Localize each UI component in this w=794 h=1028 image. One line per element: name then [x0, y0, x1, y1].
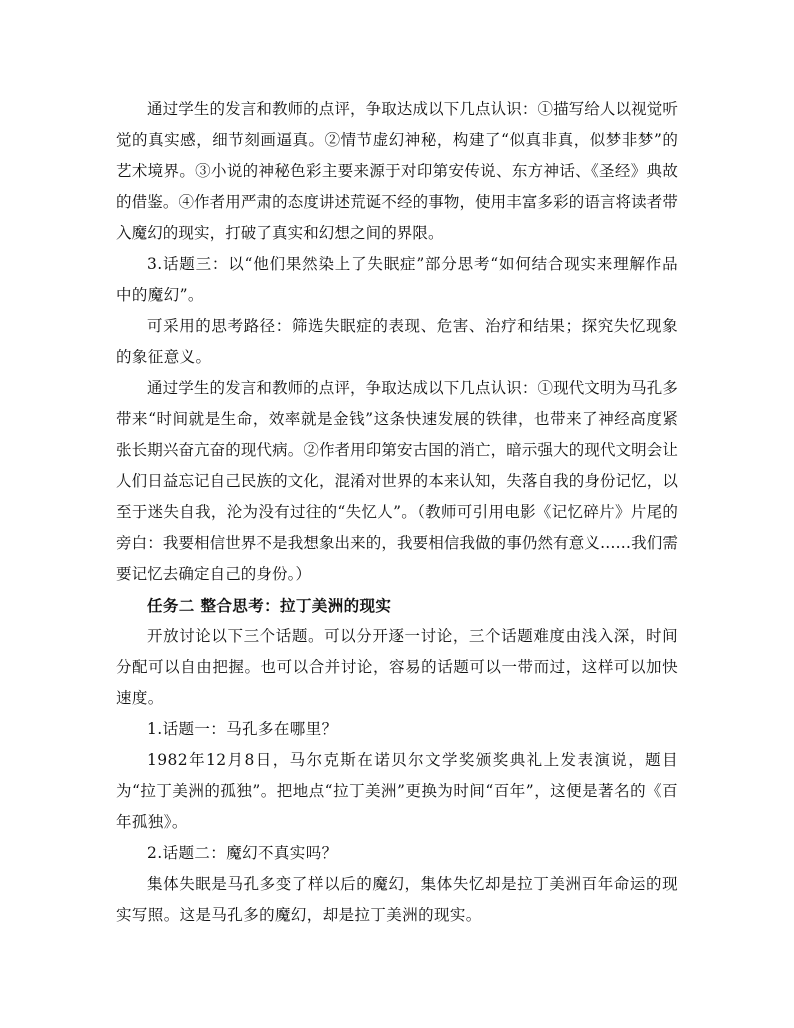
paragraph-nobel-speech: 1982年12月8日，马尔克斯在诺贝尔文学奖颁奖典礼上发表演说，题目为“拉丁美洲的孤独”。把地点“拉丁美洲”更换为时间“百年”，这便是著名的《百年孤独》。 [116, 751, 678, 831]
paragraph-topic-one: 1.话题一：马孔多在哪里？ [147, 720, 338, 738]
paragraph-topic-three: 3.话题三：以“他们果然染上了失眠症”部分思考“如何结合现实来理解作品中的魔幻”。 [116, 255, 678, 304]
paragraph-collective-insomnia: 集体失眠是马孔多变了样以后的魔幻，集体失忆却是拉丁美洲百年命运的现实写照。这是马孔多的魔幻，却是拉丁美洲的现实。 [116, 875, 678, 924]
paragraph-open-discussion: 开放讨论以下三个话题。可以分开逐一讨论，三个话题难度由浅入深，时间分配可以自由把握。也可以合并讨论，容易的话题可以一带而过，这样可以加快速度。 [116, 627, 678, 707]
paragraph-thinking-path: 可采用的思考路径：筛选失眠症的表现、危害、治疗和结果；探究失忆现象的象征意义。 [116, 317, 678, 366]
paragraph-topic-two: 2.话题二：魔幻不真实吗？ [147, 844, 338, 862]
paragraph-insomnia-conclusions: 通过学生的发言和教师的点评，争取达成以下几点认识：①现代文明为马孔多带来“时间就是生命，效率就是金钱”这条快速发展的铁律，也带来了神经高度紧张长期兴奋亢奋的现代病。②作者用印第安古国的消亡，暗示强大的现代文明会让人们日益忘记自己民族的文化，混淆对世界的本来认知，失落自我的身份记忆，以至于迷失自我，沦为没有过往的“失忆人”。（教师可引用电影《记忆碎片》片尾的旁白：我要相信世界不是我想象出来的，我要相信我做的事仍然有意义……我们需要记忆去确定自己的身份。） [116, 379, 678, 583]
task-two-heading: 任务二 整合思考：拉丁美洲的现实 [147, 596, 392, 615]
document-body [116, 94, 678, 931]
paragraph-realism-conclusions: 通过学生的发言和教师的点评，争取达成以下几点认识：①描写给人以视觉听觉的真实感，细节刻画逼真。②情节虚幻神秘，构建了“似真非真，似梦非梦”的艺术境界。③小说的神秘色彩主要来源于对印第安传说、东方神话、《圣经》典故的借鉴。④作者用严肃的态度讲述荒诞不经的事物，使用丰富多彩的语言将读者带入魔幻的现实，打破了真实和幻想之间的界限。 [116, 100, 678, 242]
